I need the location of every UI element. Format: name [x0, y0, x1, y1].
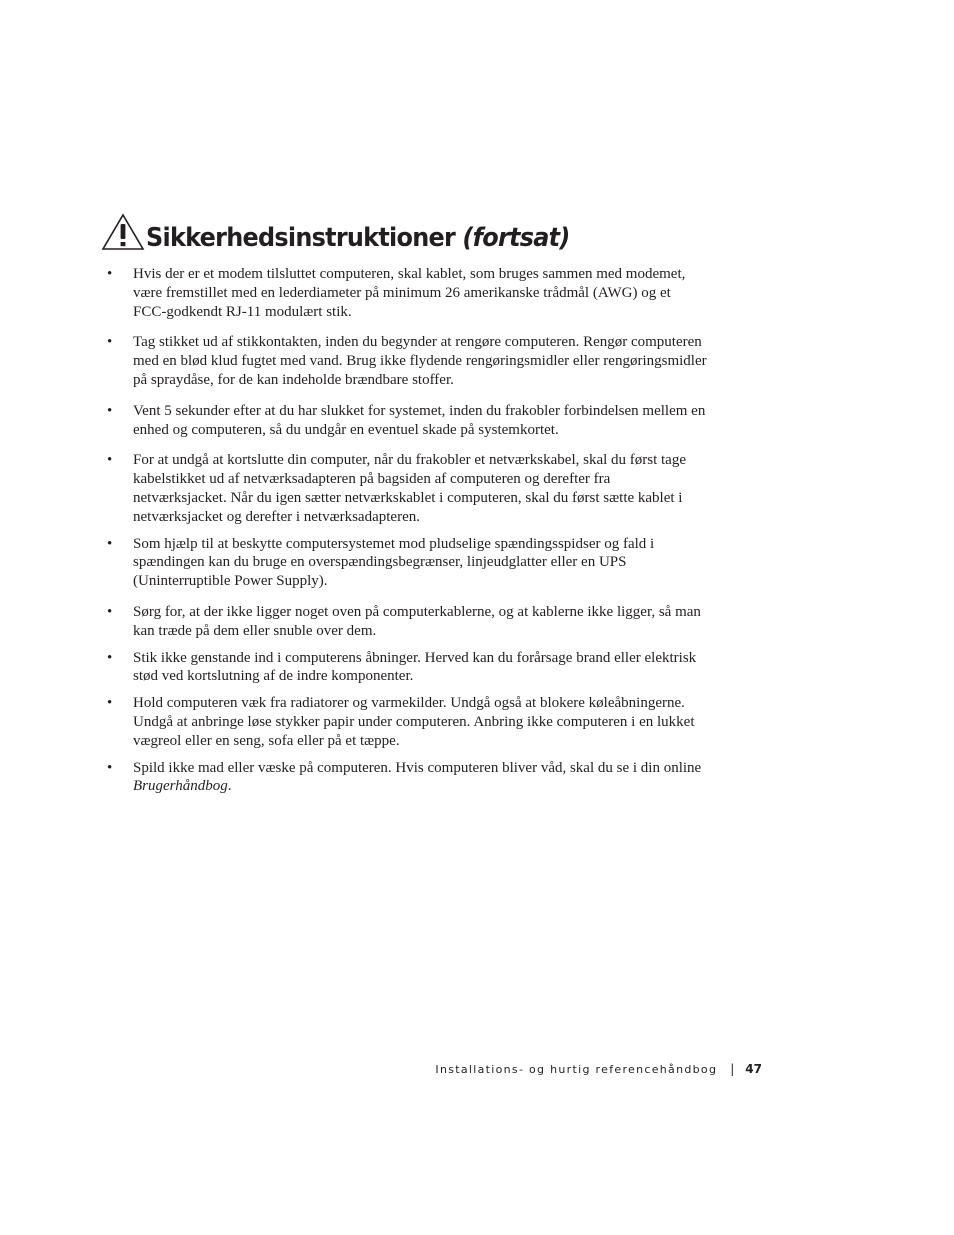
page-title	[146, 223, 570, 253]
list-item	[107, 535, 707, 591]
list-item	[107, 603, 707, 641]
bullet-symbol: •	[107, 603, 113, 620]
list-item	[107, 333, 707, 389]
list-item-text: Som hjælp til at beskytte computersystemet mod pludselige spændingsspidser og fald i spændingen kan du bruge en overspændingsbegrænser, linjeudglatter eller en UPS (Uninterruptible Power Supply).	[133, 535, 655, 590]
page-footer	[435, 1062, 762, 1076]
manual-title-reference: Brugerhåndbog	[133, 778, 228, 795]
bullet-symbol: •	[107, 695, 113, 712]
title-main: Sikkerhedsinstruktioner	[146, 223, 456, 253]
bullet-symbol: •	[107, 759, 113, 776]
list-item-text-end: .	[227, 778, 232, 795]
safety-instruction-list	[107, 265, 707, 808]
list-item-text: Stik ikke genstande ind i computerens åbninger. Herved kan du forårsage brand eller elektrisk stød ved kortslutning af de indre komponenter.	[133, 649, 697, 685]
bullet-symbol: •	[107, 334, 113, 351]
list-item-text: Tag stikket ud af stikkontakten, inden du begynder at rengøre computeren. Rengør computeren med en blød klud fugtet med vand. Brug ikke flydende rengøringsmidler eller rengøringsmidler på spraydåse, for de kan indeholde brændbare stoffer.	[133, 334, 707, 388]
bullet-symbol: •	[107, 535, 113, 552]
list-item	[107, 694, 707, 750]
list-item	[107, 649, 707, 687]
bullet-symbol: •	[107, 266, 113, 282]
list-item	[107, 451, 707, 526]
list-item-text: Sørg for, at der ikke ligger noget oven på computerkablerne, og at kablerne ikke ligger, så man kan træde på dem eller snuble over dem.	[133, 603, 701, 639]
bullet-symbol: •	[107, 649, 113, 666]
list-item	[107, 265, 707, 321]
footer-document-title: Installations- og hurtig referencehåndbog	[435, 1062, 718, 1076]
list-item-text: Vent 5 sekunder efter at du har slukket for systemet, inden du frakobler forbindelsen mellem en enhed og computeren, så du undgår en eventuel skade på systemkortet.	[133, 402, 706, 438]
bullet-symbol: •	[107, 452, 113, 469]
list-item-text-main: Spild ikke mad eller væske på computeren. Hvis computeren bliver våd, skal du se i din online	[133, 759, 702, 776]
footer-separator: |	[730, 1062, 735, 1076]
list-item-text: Hold computeren væk fra radiatorer og varmekilder. Undgå også at blokere køleåbningerne. Undgå at anbringe løse stykker papir under computeren. Anbring ikke computeren i en lukket vægreol eller en seng, sofa eller på et tæppe.	[133, 695, 695, 749]
bullet-symbol: •	[107, 402, 113, 419]
list-item	[107, 402, 707, 440]
list-item-text: For at undgå at kortslutte din computer, når du frakobler et netværkskabel, skal du først tage kabelstikket ud af netværksadapteren på bagsiden af computeren og derefter fra netværksjacket. Når du igen sætter netværkskablet i computeren, skal du først sætte kablet i netværksjacket og derefter i netværksadapteren.	[133, 452, 687, 525]
list-item	[107, 759, 707, 797]
page-number: 47	[745, 1062, 762, 1076]
warning-triangle-icon	[101, 213, 145, 251]
section-heading	[101, 213, 606, 253]
list-item-text	[133, 759, 707, 797]
title-continued: (fortsat)	[462, 223, 570, 253]
list-item-text: Hvis der er et modem tilsluttet computeren, skal kablet, som bruges sammen med modemet, være fremstillet med en lederdiameter på minimum 26 amerikanske trådmål (AWG) og et FCC-godkendt RJ-11 modulært stik.	[133, 266, 686, 320]
